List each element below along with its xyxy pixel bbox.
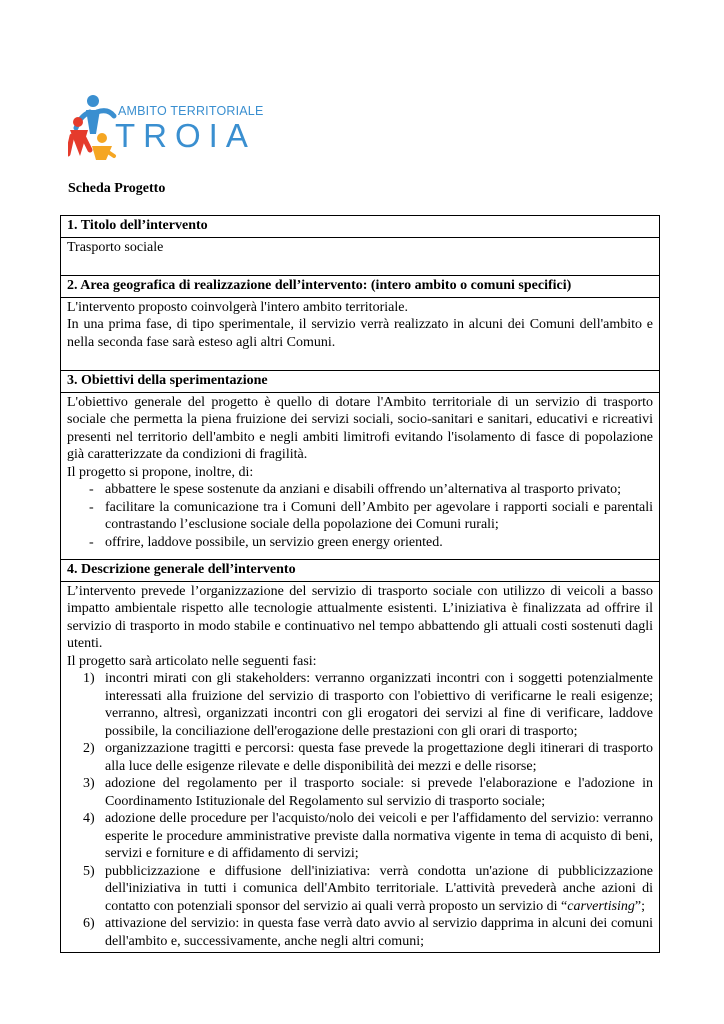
list-item (67, 481, 653, 499)
section-2-paragraph-2: In una prima fase, di tipo sperimentale, il servizio verrà realizzato in alcuni dei Comuni dell'ambito e nella seconda fase sarà esteso agli altri Comuni. (67, 317, 653, 350)
phases-list (67, 670, 653, 950)
section-2-paragraph-1: L'intervento proposto coinvolgerà l'intero ambito territoriale. (67, 299, 408, 315)
item-number: 4) (83, 811, 95, 826)
list-item-text: attivazione del servizio: in questa fase verrà dato avvio al servizio dapprima in alcuni dei comuni dell'ambito e, successivamente, anche negli altri comuni; (105, 916, 653, 949)
item-number: 6) (83, 916, 95, 931)
list-item-text: pubblicizzazione e diffusione dell'iniziativa: verrà condotta un'azione di pubblicizzazione dell'iniziativa in tutti i comunica dell'Ambito territoriale. L'attività prevederà anche azioni di contatto con potenziali sponsor del servizio ai quali verrà proposto un servizio di “ (105, 863, 653, 914)
section-4-heading: 4. Descrizione generale dell’intervento (61, 560, 660, 582)
section-3-paragraph-2: Il progetto si propone, inoltre, di: (67, 464, 254, 480)
item-number: 2) (83, 741, 95, 756)
list-item (67, 915, 653, 950)
ambito-troia-logo (68, 94, 264, 164)
section-1-text: Trasporto sociale (67, 239, 164, 255)
section-3-heading: 3. Obiettivi della sperimentazione (61, 371, 660, 393)
section-1-heading: 1. Titolo dell’intervento (61, 216, 660, 238)
section-4-body (61, 581, 660, 953)
list-item (67, 534, 653, 552)
document-title: Scheda Progetto (68, 181, 166, 196)
bullet-marker: - (89, 482, 94, 497)
list-item-text: adozione delle procedure per l'acquisto/nolo dei veicoli e per l'affidamento del servizio: verranno esperite le procedure amministrative previste dalla normativa vigente in tema di acquisto di beni, servizi e forniture e di affidamento di servizi; (105, 811, 653, 861)
section-2-body (61, 297, 660, 371)
list-item-text: offrire, laddove possibile, un servizio green energy oriented. (105, 534, 443, 550)
bullet-marker: - (89, 534, 94, 550)
logo-line2: TROIA (115, 117, 256, 154)
list-item-text: facilitare la comunicazione tra i Comuni dell’Ambito per agevolare i rapporti sociali e parentali contrastando l’esclusione sociale della popolazione dei Comuni rurali; (105, 499, 653, 532)
section-2-heading: 2. Area geografica di realizzazione dell’intervento: (intero ambito o comuni specifici) (61, 276, 660, 298)
people-logo-icon (68, 94, 118, 162)
list-item (67, 863, 653, 916)
section-1-body (61, 237, 660, 276)
list-item-text-end: ”; (634, 898, 646, 914)
objectives-list (67, 481, 653, 551)
bullet-marker: - (89, 499, 94, 515)
section-3-paragraph-1: L'obiettivo generale del progetto è quello di dotare l'Ambito territoriale di un servizio di trasporto sociale che permetta la piena fruizione dei servizi sociali, socio-sanitari e sanitari, educativi e ricreativi presenti nel territorio dell'ambito e negli ambiti limitrofi evitando l'isolamento di fasce di popolazione già caratterizzate da condizioni di fragilità. (67, 394, 653, 462)
list-item (67, 775, 653, 810)
list-item-text: abbattere le spese sostenute da anziani e disabili offrendo un’alternativa al trasporto privato; (105, 482, 621, 497)
item-number: 5) (83, 863, 95, 879)
list-item (67, 499, 653, 534)
list-item (67, 740, 653, 775)
list-item (67, 670, 653, 740)
item-number: 1) (83, 671, 95, 686)
project-table (60, 215, 660, 953)
list-item (67, 810, 653, 863)
section-3-body (61, 392, 660, 560)
list-item-text: incontri mirati con gli stakeholders: verranno organizzati incontri con i soggetti potenzialmente interessati alla fruizione del servizio di trasporto con l'obiettivo di verificarne le reali esigenze; verranno, altresì, organizzati incontri con gli erogatori dei servizi al fine di verificare, laddove possibile, la conciliazione dell'erogazione delle prestazioni con gli orari di trasporto; (105, 671, 653, 739)
section-4-paragraph-2: Il progetto sarà articolato nelle seguenti fasi: (67, 653, 317, 669)
section-4-paragraph-1: L’intervento prevede l’organizzazione del servizio di trasporto sociale con utilizzo di veicoli a basso impatto ambientale rispetto alle tecnologie attualmente esistenti. L’iniziativa è finalizzata ad offrire il servizio di trasporto in modo stabile e continuativo nel tempo abbattendo gli attuali costi sostenuti dagli utenti. (67, 583, 653, 651)
italic-term: carvertising (567, 898, 635, 914)
logo-line1: AMBITO TERRITORIALE (118, 104, 264, 118)
list-item-text: organizzazione tragitti e percorsi: questa fase prevede la progettazione degli itinerari di trasporto alla luce delle esigenze rilevate e delle disponibilità dei mezzi e delle risorse; (105, 741, 653, 774)
item-number: 3) (83, 776, 95, 791)
list-item-text: adozione del regolamento per il trasporto sociale: si prevede l'elaborazione e l'adozione in Coordinamento Istituzionale del Regolamento sul servizio di trasporto sociale; (105, 776, 653, 809)
